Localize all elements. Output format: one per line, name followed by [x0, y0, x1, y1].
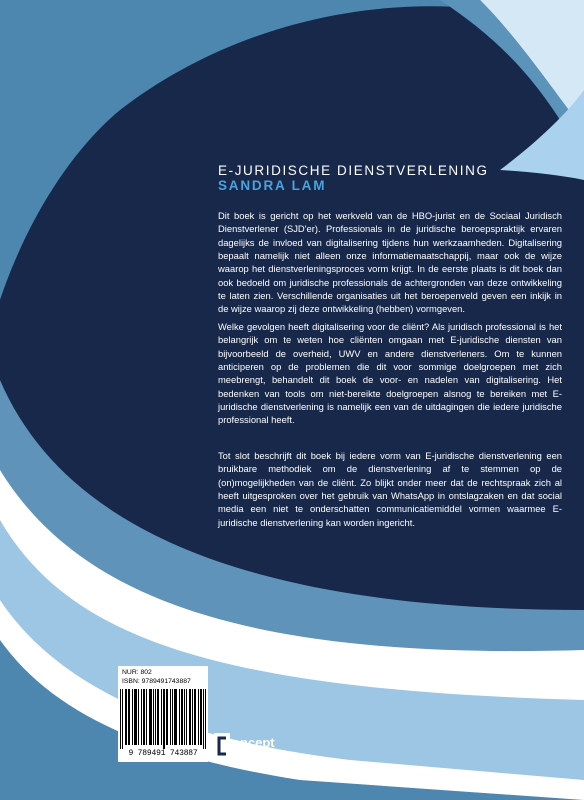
book-author: SANDRA LAM [218, 178, 327, 193]
bracket-c-logo-icon [214, 733, 230, 759]
blurb-paragraph-3: Tot slot beschrijft dit boek bij iedere vorm van E-juridische dienstverlening een bruikbare methodiek om de dienstverlening af te stemmen op de (on)mogelijkheden van de cliënt. Zo blijkt onder meer dat de rechtspraak zich al heeft uitgesproken over het gebruik van WhatsApp in ontslagzaken en dat social media een niet te onderschatten communicatiemiddel vormen waarmee E-juridische dienstverlening kan worden ingericht. [218, 450, 562, 528]
isbn-barcode [118, 666, 208, 762]
barcode-bars [120, 689, 206, 749]
book-title: E-JURIDISCHE DIENSTVERLENING [218, 163, 489, 178]
isbn-number: ISBN: 9789491743887 [122, 678, 191, 685]
barcode-digits: 9 789491 743887 [128, 749, 198, 758]
publisher-subtitle: uitgeefgroep [233, 751, 270, 758]
blurb-paragraph-1: Dit boek is gericht op het werkveld van de HBO-jurist en de Sociaal Juridisch Dienstverlener (SJD'er). Professionals in de juridische beroepspraktijk ervaren dagelijks de invloed van digitalisering tijdens hun werkzaamheden. Digitalisering bepaalt namelijk niet alleen onze informatiemaatschappij, maar ook de wijze waarop het dienstverleningsproces vorm krijgt. In de eerste plaats is dit boek dan ook bedoeld om juridische professionals de achtergronden van deze ontwikkeling te laten zien. Verschillende organisaties uit het beroepenveld geven een inkijk in de wijze waarop zij deze ontwikkeling (hebben) vormgeven. [218, 210, 562, 315]
nur-code: NUR: 802 [122, 669, 152, 676]
publisher-logo [214, 733, 289, 761]
publisher-name: oncept [232, 735, 275, 750]
blurb-paragraph-2: Welke gevolgen heeft digitalisering voor de cliënt? Als juridisch professional is het belangrijk om te weten hoe cliënten omgaan met E-juridische diensten van bijvoorbeeld de overheid, UWV en andere dienstverleners. Om te kunnen anticiperen op de problemen die dit voor sommige doelgroepen met zich meebrengt, behandelt dit boek de voor- en nadelen van digitalisering. Het bedenken van tools om niet-bereikte doelgroepen alsnog te bereiken met E-juridische dienstverlening is namelijk een van de uitdagingen die iedere juridische professional heeft. [218, 321, 562, 426]
